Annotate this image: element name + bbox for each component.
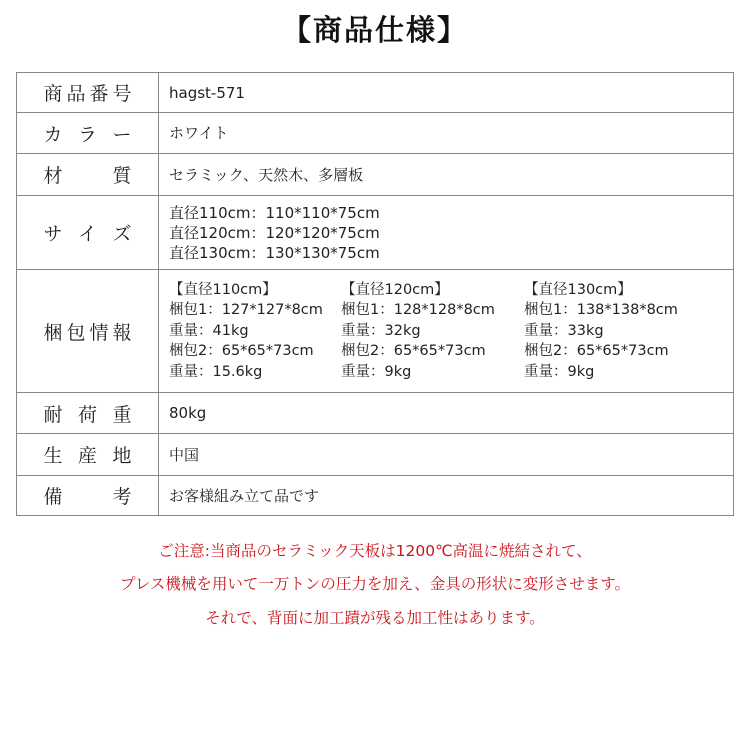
row-material xyxy=(17,154,734,196)
packaging-heading: 【直径130cm】 xyxy=(524,281,632,298)
packaging-line: 重量：32kg xyxy=(341,322,421,339)
packaging-line: 梱包1：127*127*8cm xyxy=(169,302,323,319)
label-color: カ ラ ー xyxy=(17,113,159,154)
notice-line: ご注意:当商品のセラミック天板は1200℃高温に焼結されて、 xyxy=(158,542,592,560)
notice-line: プレス機械を用いて一万トンの圧力を加え、金具の形状に変形させます。 xyxy=(119,575,631,593)
packaging-line: 重量：15.6kg xyxy=(169,363,263,380)
packaging-line: 梱包2：65*65*73cm xyxy=(524,343,669,360)
row-size xyxy=(17,196,734,270)
packaging-column-110 xyxy=(169,280,341,383)
value-product-number: hagst-571 xyxy=(159,73,734,113)
packaging-column-130 xyxy=(524,280,714,383)
label-packaging: 梱 包 情 報 xyxy=(17,270,159,393)
row-origin xyxy=(17,434,734,476)
label-material: 材 質 xyxy=(17,154,159,196)
label-origin: 生 産 地 xyxy=(17,434,159,476)
size-line: 直径110cm：110*110*75cm xyxy=(169,203,380,222)
packaging-line: 重量：41kg xyxy=(169,322,249,339)
value-material: セラミック、天然木、多層板 xyxy=(159,154,734,196)
packaging-line: 梱包2：65*65*73cm xyxy=(341,343,486,360)
label-product-number: 商 品 番 号 xyxy=(17,73,159,113)
row-color xyxy=(17,113,734,154)
packaging-line: 重量：33kg xyxy=(524,322,604,339)
packaging-line: 重量：9kg xyxy=(524,363,595,380)
packaging-grid xyxy=(169,280,733,383)
row-packaging xyxy=(17,270,734,393)
value-remarks: お客様組み立て品です xyxy=(159,476,734,516)
notice-line: それで、背面に加工蹟が残る加工性はあります。 xyxy=(205,609,545,627)
size-line: 直径130cm：130*130*75cm xyxy=(169,243,380,262)
label-load-capacity: 耐 荷 重 xyxy=(17,393,159,434)
packaging-line: 梱包1：128*128*8cm xyxy=(341,302,495,319)
value-packaging xyxy=(159,270,734,393)
packaging-line: 梱包1：138*138*8cm xyxy=(524,302,678,319)
size-line: 直径120cm：120*120*75cm xyxy=(169,223,380,242)
packaging-heading: 【直径120cm】 xyxy=(341,281,449,298)
label-size: サ イ ズ xyxy=(17,196,159,270)
label-remarks: 備 考 xyxy=(17,476,159,516)
packaging-column-120 xyxy=(341,280,524,383)
spec-table xyxy=(16,72,734,516)
value-origin: 中国 xyxy=(159,434,734,476)
packaging-heading: 【直径110cm】 xyxy=(169,281,277,298)
value-load-capacity: 80kg xyxy=(159,393,734,434)
value-size xyxy=(159,196,734,270)
packaging-line: 重量：9kg xyxy=(341,363,412,380)
page-title: 【商品仕様】 xyxy=(281,13,468,47)
row-remarks xyxy=(17,476,734,516)
row-product-number xyxy=(17,73,734,113)
value-color: ホワイト xyxy=(159,113,734,154)
packaging-line: 梱包2：65*65*73cm xyxy=(169,343,314,360)
row-load-capacity xyxy=(17,393,734,434)
